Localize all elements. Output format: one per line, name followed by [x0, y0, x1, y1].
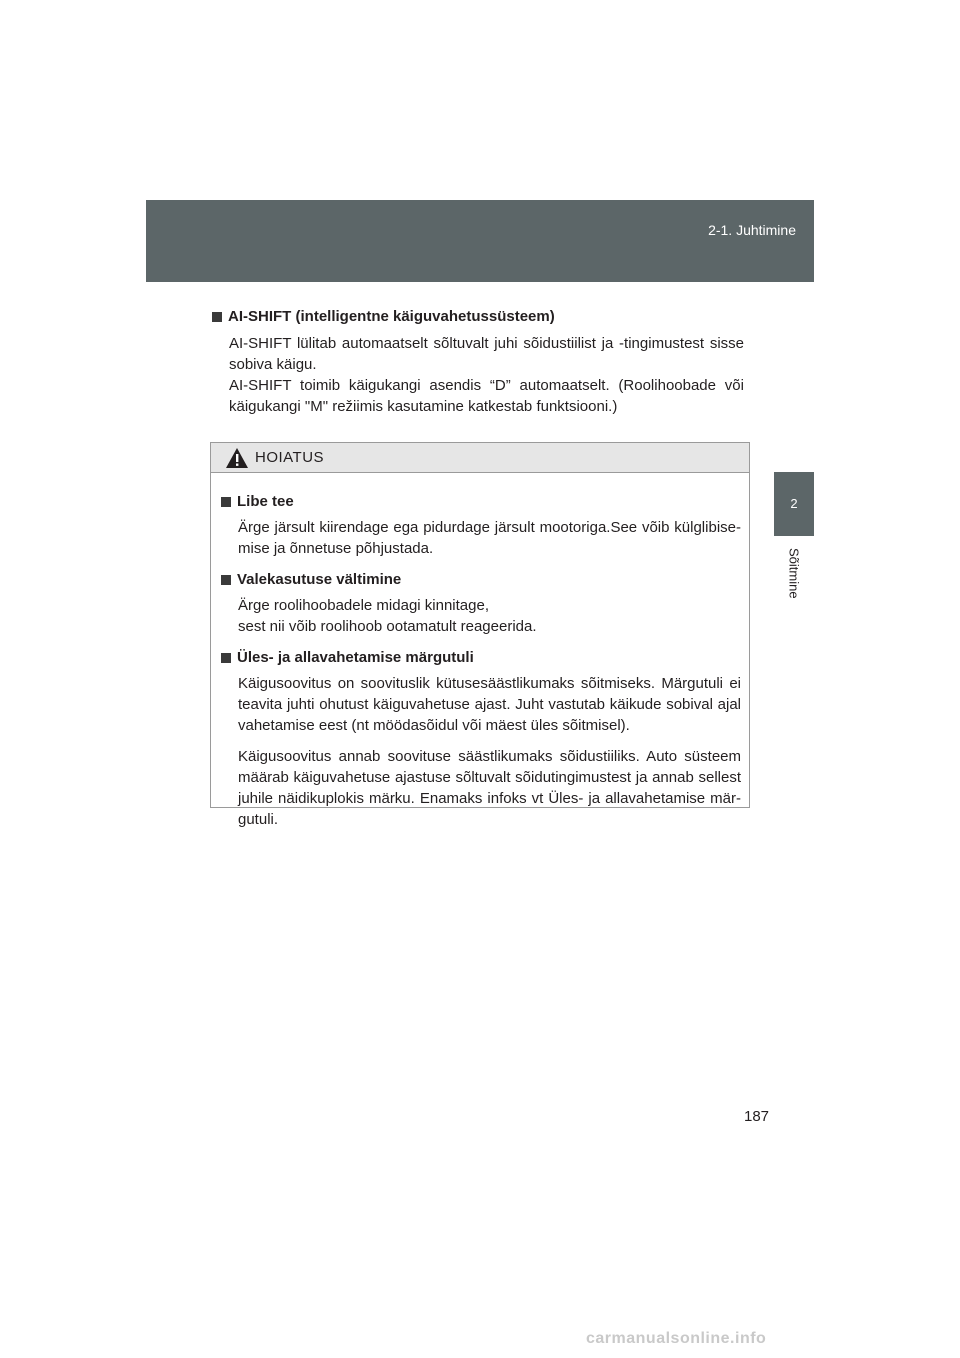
warning-item-heading: Libe tee [237, 493, 294, 510]
warning-item-line: sest nii võib roolihoob ootamatult reageerida. [238, 618, 537, 635]
watermark: carmanualsonline.info [586, 1330, 767, 1347]
warning-header [211, 443, 749, 473]
ai-shift-paragraph [229, 333, 744, 417]
warning-item-heading-row [221, 491, 741, 513]
warning-item-paragraph [238, 595, 741, 637]
ai-shift-heading-row [212, 306, 744, 328]
warning-item-heading: Valekasutuse vältimine [237, 571, 402, 588]
warning-item-line: Ärge roolihoobadele midagi kinnitage, [238, 597, 490, 614]
warning-item-paragraph: Käigusoovitus annab soovituse säästlikumaks sõidustiiliks. Auto süsteem määrab käiguvahetuse ajastuse sõltuvalt sõidutingimustest ja annab sellest juhile näidikuplokis märku. Enamaks infoks vt Üles- ja allavahetamise mär-gutuli. [238, 748, 741, 828]
page-header-band [146, 200, 814, 282]
warning-item-heading-row [221, 647, 741, 669]
warning-item-heading: Üles- ja allavahetamise märgutuli [237, 649, 474, 666]
square-bullet-icon [221, 497, 231, 507]
warning-item-paragraph: Ärge järsult kiirendage ega pidurdage järsult mootoriga.See võib külglibise-mise ja õnnetuse põhjustada. [238, 519, 741, 557]
square-bullet-icon [212, 312, 222, 322]
warning-title: HOIATUS [255, 449, 325, 466]
chapter-tab: 2 [774, 472, 814, 536]
warning-box [210, 442, 750, 828]
warning-item-heading-row [221, 569, 741, 591]
chapter-tab-label: Sõitmine [786, 548, 802, 599]
section-label: 2-1. Juhtimine [708, 222, 796, 238]
ai-shift-section [212, 306, 744, 417]
page-number: 187 [744, 1108, 770, 1125]
square-bullet-icon [221, 575, 231, 585]
warning-body [211, 473, 749, 830]
ai-shift-line-2: AI-SHIFT toimib käigukangi asendis “D” automaatselt. (Roolihoobade või käigukangi "M" režiimis kasutamine katkestab funktsiooni.) [229, 377, 744, 415]
square-bullet-icon [221, 653, 231, 663]
ai-shift-heading: AI-SHIFT (intelligentne käiguvahetussüsteem) [228, 308, 555, 325]
warning-item-paragraph: Käigusoovitus on soovituslik kütusesäästlikumaks sõitmiseks. Märgutuli ei teavita juhti ohutust käiguvahetuse ajast. Juht vastutab käikude sobival ajal vahetamise eest (nt möödasõidul või mäest üles sõitmisel). [238, 675, 741, 734]
warning-triangle-icon [225, 447, 249, 469]
ai-shift-line-1: AI-SHIFT lülitab automaatselt sõltuvalt juhi sõidustiilist ja -tingimustest sisse sobiva käigu. [229, 335, 744, 373]
